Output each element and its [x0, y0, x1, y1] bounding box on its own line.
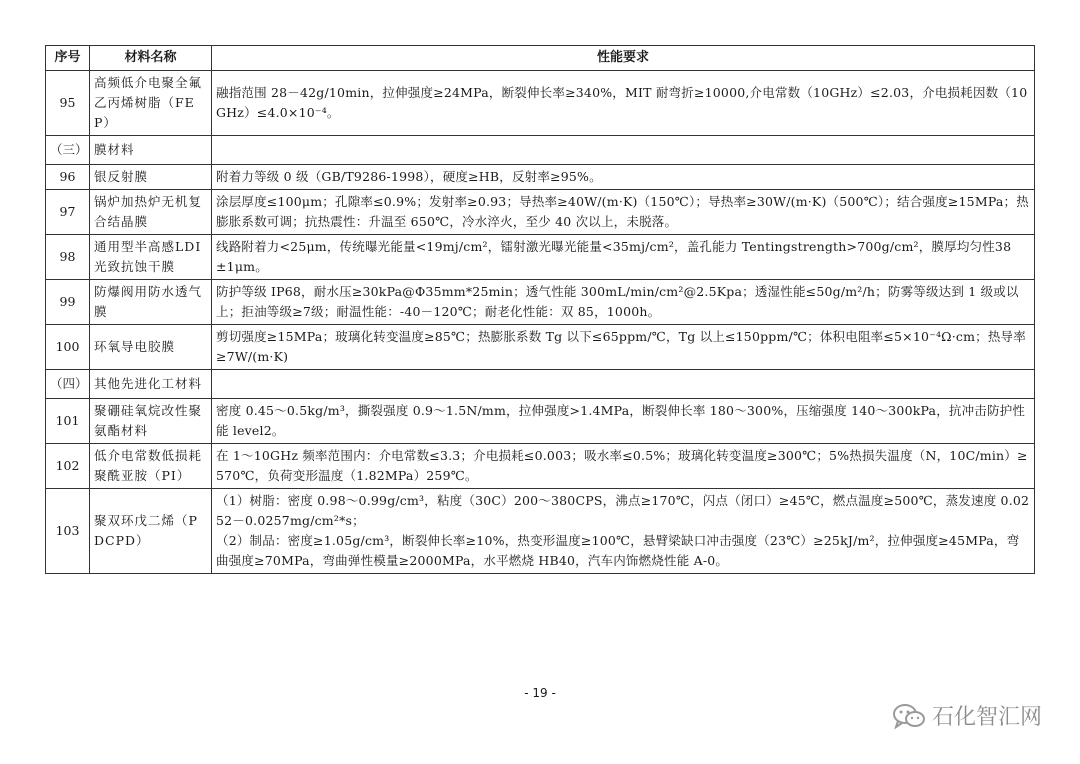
- material-name: 聚双环戊二烯（PDCPD）: [90, 489, 212, 574]
- header-name: 材料名称: [90, 46, 212, 71]
- table-row: [46, 190, 1035, 235]
- table-row: [46, 71, 1035, 136]
- requirement-text: 融指范围 28－42g/10min，拉伸强度≥24MPa，断裂伸长率≥340%，MIT 耐弯折≥10000,介电常数（10GHz）≤2.03，介电损耗因数（10GHz）≤4.0×10⁻⁴。: [216, 85, 1028, 120]
- section-row: [46, 136, 1035, 165]
- header-requirements: 性能要求: [212, 46, 1035, 71]
- requirement-text: 线路附着力<25μm，传统曝光能量<19mj/cm²，镭射激光曝光能量<35mj/cm²，盖孔能力 Tentingstrength>700g/cm²，膜厚均匀性38±1μm。: [216, 239, 1012, 274]
- requirement-text: 防护等级 IP68，耐水压≥30kPa@Φ35mm*25min；透气性能 300mL/min/cm²@2.5Kpa；透湿性能≤50g/m²/h；防雾等级达到 1 级或以上；拒油等级≥7级；耐温性能：-40－120℃；耐老化性能：双 85，1000h。: [216, 284, 1019, 319]
- material-name: 银反射膜: [90, 165, 212, 190]
- requirements-cell: [212, 325, 1035, 370]
- watermark: [892, 700, 1042, 731]
- row-number: （四）: [46, 370, 90, 399]
- materials-table: [45, 45, 1035, 574]
- table-row: [46, 235, 1035, 280]
- material-name: 高频低介电聚全氟乙丙烯树脂（FEP）: [90, 71, 212, 136]
- row-number: （三）: [46, 136, 90, 165]
- material-name: 锅炉加热炉无机复合结晶膜: [90, 190, 212, 235]
- page-number: - 19 -: [524, 686, 556, 700]
- row-number: 102: [46, 444, 90, 489]
- requirements-cell: [212, 280, 1035, 325]
- requirement-text: 附着力等级 0 级（GB/T9286-1998），硬度≥HB，反射率≥95%。: [216, 169, 602, 184]
- row-number: 103: [46, 489, 90, 574]
- row-number: 95: [46, 71, 90, 136]
- requirements-cell: [212, 165, 1035, 190]
- row-number: 97: [46, 190, 90, 235]
- row-number: 100: [46, 325, 90, 370]
- requirements-cell: [212, 444, 1035, 489]
- material-name: 防爆阀用防水透气膜: [90, 280, 212, 325]
- row-number: 98: [46, 235, 90, 280]
- wechat-icon: [892, 702, 926, 730]
- table-row: [46, 444, 1035, 489]
- requirement-text: （1）树脂：密度 0.98～0.99g/cm³，粘度（30C）200～380CPS，沸点≥170℃，闪点（闭口）≥45℃，燃点温度≥500℃，蒸发速度 0.0252－0.0257mg/cm²*s；: [216, 493, 1030, 528]
- requirements-cell: [212, 489, 1035, 574]
- row-number: 96: [46, 165, 90, 190]
- row-number: 101: [46, 399, 90, 444]
- requirements-cell: [212, 235, 1035, 280]
- table-row: [46, 280, 1035, 325]
- watermark-text: 石化智汇网: [931, 705, 1042, 730]
- table-row: [46, 489, 1035, 574]
- material-name: 环氧导电胶膜: [90, 325, 212, 370]
- table-row: [46, 399, 1035, 444]
- requirements-cell: [212, 399, 1035, 444]
- requirement-text: 涂层厚度≤100μm；孔隙率≤0.9%；发射率≥0.93；导热率≥40W/(m·K)（150℃）；导热率≥30W/(m·K)（500℃）；结合强度≥15MPa；热膨胀系数可调；抗热震性：升温至 650℃，冷水淬火，至少 40 次以上，未脱落。: [216, 194, 1029, 229]
- requirement-text: 在 1～10GHz 频率范围内：介电常数≤3.3；介电损耗≤0.003；吸水率≤0.5%；玻璃化转变温度≥300℃；5%热损失温度（N，10C/min）≥570℃，负荷变形温度（1.82MPa）259℃。: [216, 448, 1028, 483]
- requirements-cell: [212, 370, 1035, 399]
- section-title: 其他先进化工材料: [90, 370, 212, 399]
- section-row: [46, 370, 1035, 399]
- requirement-text: 剪切强度≥15MPa；玻璃化转变温度≥85℃；热膨胀系数 Tg 以下≤65ppm/℃，Tg 以上≤150ppm/℃；体积电阻率≤5×10⁻⁴Ω·cm；热导率≥7W/(m·K): [216, 329, 1026, 364]
- requirement-text: 密度 0.45～0.5kg/m³，撕裂强度 0.9～1.5N/mm，拉伸强度>1.4MPa，断裂伸长率 180～300%，压缩强度 140～300kPa，抗冲击防护性能 level2。: [216, 403, 1026, 438]
- material-name: 聚硼硅氧烷改性聚氨酯材料: [90, 399, 212, 444]
- requirement-text: （2）制品：密度≥1.05g/cm³，断裂伸长率≥10%，热变形温度≥100℃，悬臂梁缺口冲击强度（23℃）≥25kJ/m²，拉伸强度≥45MPa，弯曲强度≥70MPa，弯曲弹性模量≥2000MPa，水平燃烧 HB40，汽车内饰燃烧性能 A-0。: [216, 533, 1020, 568]
- section-title: 膜材料: [90, 136, 212, 165]
- requirements-cell: [212, 190, 1035, 235]
- material-name: 通用型半高感LDI光致抗蚀干膜: [90, 235, 212, 280]
- header-no: 序号: [46, 46, 90, 71]
- table-row: [46, 325, 1035, 370]
- table-row: [46, 165, 1035, 190]
- material-name: 低介电常数低损耗聚酰亚胺（PI）: [90, 444, 212, 489]
- requirements-cell: [212, 71, 1035, 136]
- requirements-cell: [212, 136, 1035, 165]
- table-header-row: [46, 46, 1035, 71]
- row-number: 99: [46, 280, 90, 325]
